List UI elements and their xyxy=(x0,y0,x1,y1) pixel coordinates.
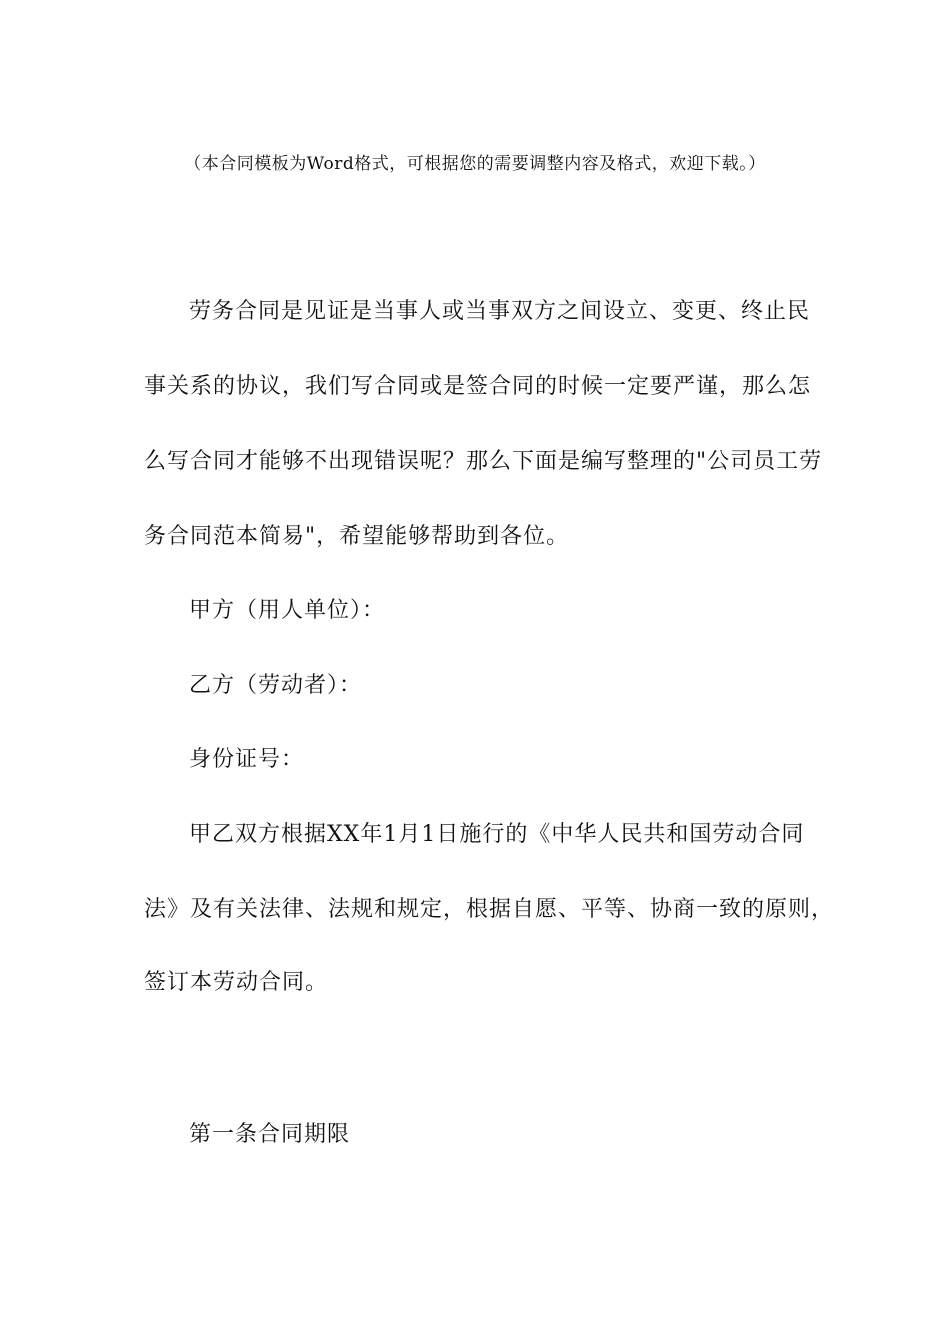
intro-line-1: 劳务合同是见证是当事人或当事双方之间设立、变更、终止民 xyxy=(189,299,811,324)
id-number-label: 身份证号： xyxy=(189,747,305,772)
intro-line-4: 务合同范本简易"，希望能够帮助到各位。 xyxy=(144,524,570,549)
intro-line-2: 事关系的协议，我们写合同或是签合同的时候一定要严谨，那么怎 xyxy=(144,374,812,399)
article-1-title: 第一条合同期限 xyxy=(189,1122,351,1147)
party-b-label: 乙方（劳动者）： xyxy=(189,673,363,698)
party-a-label: 甲方（用人单位）： xyxy=(189,598,386,623)
intro-line-3: 么写合同才能够不出现错误呢？那么下面是编写整理的"公司员工劳 xyxy=(144,449,823,474)
basis-line-1: 甲乙双方根据XX年1月1日施行的《中华人民共和国劳动合同 xyxy=(189,822,805,847)
basis-line-3: 签订本劳动合同。 xyxy=(144,970,329,995)
template-note: （本合同模板为Word格式，可根据您的需要调整内容及格式，欢迎下载。） xyxy=(184,154,766,174)
basis-line-2: 法》及有关法律、法规和规定，根据自愿、平等、协商一致的原则， xyxy=(144,897,835,922)
